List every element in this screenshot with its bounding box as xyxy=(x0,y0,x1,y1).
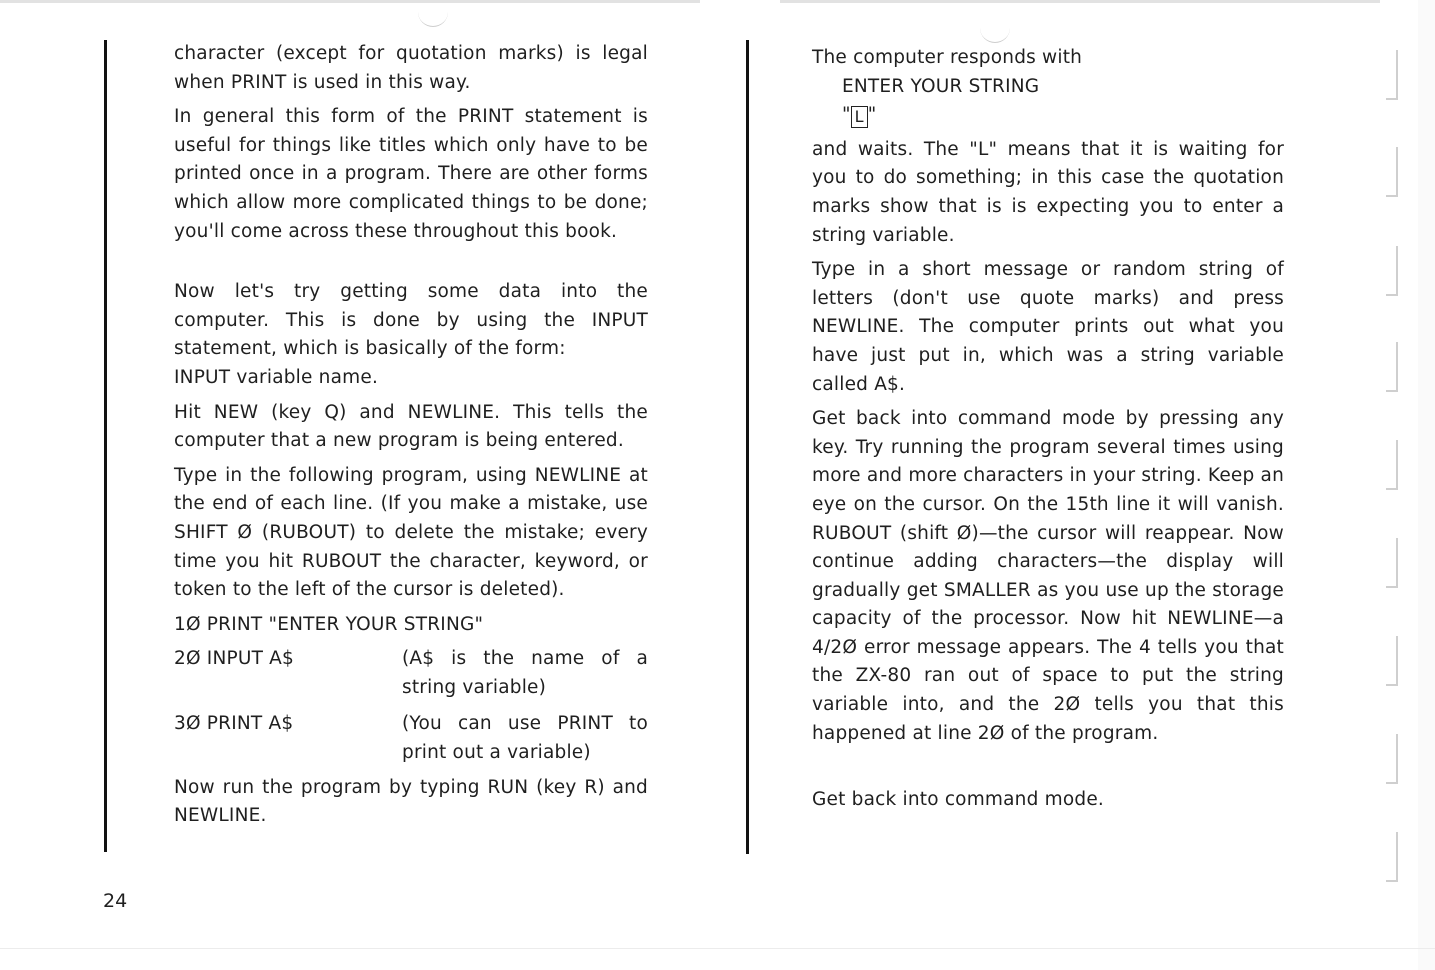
binder-hole-mark xyxy=(980,16,1010,43)
program-line-30-note: (You can use PRINT to print out a variable) xyxy=(402,713,648,764)
index-tab xyxy=(1382,832,1398,880)
left-page xyxy=(0,0,700,970)
index-tab xyxy=(1382,734,1398,782)
computer-prompt: ENTER YOUR STRING xyxy=(842,75,1040,97)
right-page xyxy=(700,0,1435,970)
index-tab xyxy=(1382,342,1398,390)
cursor-l-box: L xyxy=(851,106,868,128)
paragraph: Hit NEW (key Q) and NEWLINE. This tells the computer that a new program is being entered. xyxy=(174,401,648,452)
index-tab xyxy=(1382,147,1398,195)
change-bar xyxy=(104,40,107,852)
program-line-20-note: (A$ is the name of a string variable) xyxy=(402,648,648,698)
top-edge xyxy=(780,0,1380,3)
paragraph: Type in a short message or random string of letters (don't use quote marks) and press NEWLINE. The computer prints out what you have just put in, which was a string variable called A$. xyxy=(812,259,1284,395)
program-line-10: 1Ø PRINT "ENTER YOUR STRING" xyxy=(174,613,484,635)
paragraph: INPUT variable name. xyxy=(174,366,379,388)
right-text-column xyxy=(812,44,1284,815)
page-number: 24 xyxy=(103,890,128,912)
program-line-30-row xyxy=(174,710,648,767)
binder-hole-mark xyxy=(418,0,448,27)
index-tab xyxy=(1382,440,1398,488)
program-line-30: 3Ø PRINT A$ xyxy=(174,713,294,735)
paragraph: Get back into command mode by pressing any key. Try running the program several times using more and more characters in your string. Keep an eye on the cursor. On the 15th line it will vanish. RUBOUT (shift Ø)—the cursor will reappear. Now continue adding characters—the display will gradually get SMALLER as you use up the storage capacity of the processor. Now hit NEWLINE—a 4/2Ø error message appears. The 4 tells you that the ZX-80 ran out of space to put the string variable into, and the 2Ø tells you that this happened at line 2Ø of the program. xyxy=(812,408,1284,744)
program-line-20: 2Ø INPUT A$ xyxy=(174,648,295,670)
paragraph: character (except for quotation marks) is legal when PRINT is used in this way. xyxy=(174,43,648,93)
paragraph: Get back into command mode. xyxy=(812,789,1104,811)
program-listing xyxy=(174,611,648,768)
quote-mark: " xyxy=(842,104,851,126)
paragraph: Type in the following program, using NEWLINE at the end of each line. (If you make a mistake, use SHIFT Ø (RUBOUT) to delete the mistake; every time you hit RUBOUT the character, keyword, or token to the left of the cursor is deleted). xyxy=(174,464,648,601)
quote-mark: " xyxy=(867,104,877,126)
bottom-edge xyxy=(0,948,1435,949)
paragraph: Now let's try getting some data into the computer. This is done by using the INPUT statement, which is basically of the form: xyxy=(174,281,648,360)
index-tab xyxy=(1382,246,1398,294)
program-line-20-row xyxy=(174,645,648,702)
paragraph: and waits. The "L" means that it is waiting for you to do something; in this case the quotation marks show that is is expecting you to enter a string variable. xyxy=(812,138,1284,246)
paragraph: Now run the program by typing RUN (key R) and NEWLINE. xyxy=(174,776,648,827)
paragraph: In general this form of the PRINT statement is useful for things like titles which only have to be printed once in a program. There are other forms which allow more complicated things to be done; you'll come across these throughout this book. xyxy=(174,106,648,242)
index-tab xyxy=(1382,636,1398,684)
paragraph: The computer responds with xyxy=(812,47,1083,68)
index-tab xyxy=(1382,538,1398,586)
input-prompt-line xyxy=(812,101,1284,130)
left-text-column xyxy=(174,40,648,831)
change-bar xyxy=(746,40,749,854)
page-edge-shadow xyxy=(1418,0,1435,970)
index-tab xyxy=(1382,50,1398,98)
top-edge xyxy=(0,0,700,3)
